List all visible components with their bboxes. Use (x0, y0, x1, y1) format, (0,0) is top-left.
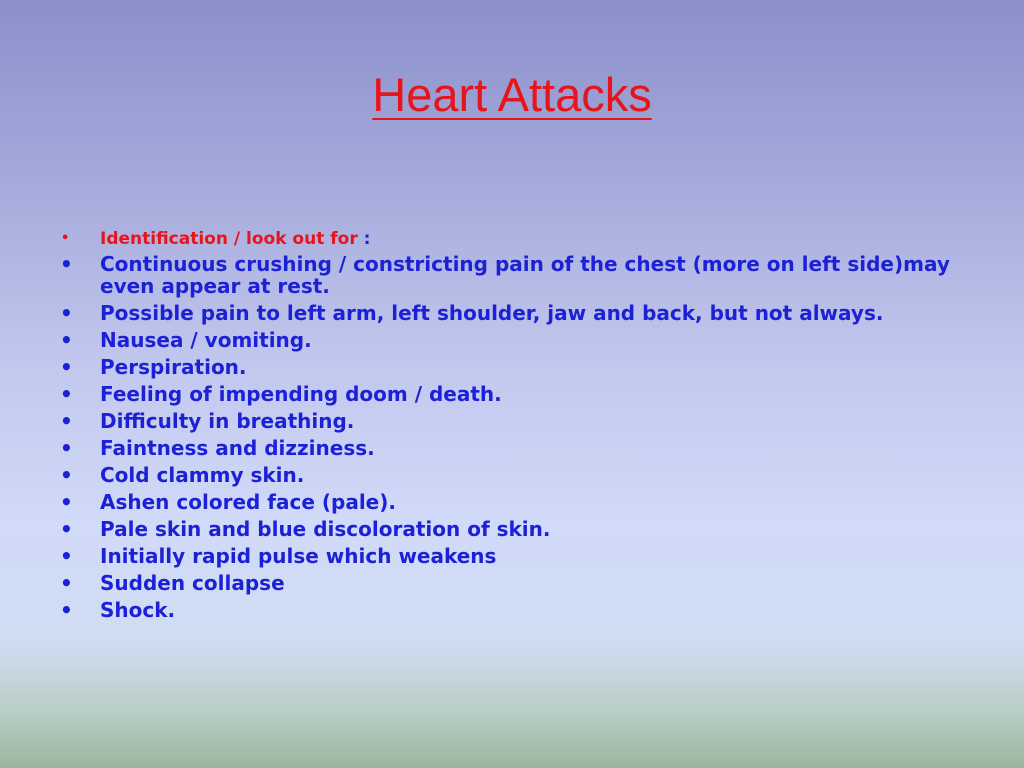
list-item (58, 410, 968, 432)
bullet-icon: • (60, 382, 73, 406)
list-item-text: Nausea / vomiting. (100, 328, 312, 352)
list-item (58, 518, 968, 540)
list-item (58, 599, 968, 621)
bullet-icon: • (60, 598, 73, 622)
list-item-text: Cold clammy skin. (100, 463, 305, 487)
list-item-text: Continuous crushing / constricting pain of the chest (more on left side)may even appear at rest. (100, 252, 950, 298)
bullet-icon: • (60, 463, 73, 487)
list-item-text: Shock. (100, 598, 176, 622)
list-item-intro (58, 228, 968, 250)
bullet-icon: • (60, 571, 73, 595)
list-item (58, 383, 968, 405)
bullet-icon: • (60, 252, 73, 276)
list-item-text: Pale skin and blue discoloration of skin. (100, 517, 551, 541)
list-item-text: Difficulty in breathing. (100, 409, 355, 433)
bullet-icon: • (60, 490, 73, 514)
list-item (58, 491, 968, 513)
list-item (58, 464, 968, 486)
bullet-list (58, 228, 968, 626)
bullet-icon: • (61, 231, 70, 246)
bullet-icon: • (60, 409, 73, 433)
intro-colon: : (357, 229, 371, 249)
list-item (58, 437, 968, 459)
list-item-text: Faintness and dizziness. (100, 436, 375, 460)
list-item-text: Sudden collapse (100, 571, 285, 595)
bullet-icon: • (60, 436, 73, 460)
list-item-text: Possible pain to left arm, left shoulder, jaw and back, but not always. (100, 301, 884, 325)
slide-title: Heart Attacks (372, 68, 652, 121)
list-item-text: Ashen colored face (pale). (100, 490, 396, 514)
list-item (58, 545, 968, 567)
list-item (58, 356, 968, 378)
list-item (58, 572, 968, 594)
list-item (58, 302, 968, 324)
bullet-icon: • (60, 301, 73, 325)
list-item-text: Initially rapid pulse which weakens (100, 544, 497, 568)
list-item-text: Feeling of impending doom / death. (100, 382, 502, 406)
bullet-icon: • (60, 355, 73, 379)
list-item-text: Perspiration. (100, 355, 247, 379)
intro-label: Identification / look out for (100, 229, 358, 249)
bullet-icon: • (60, 517, 73, 541)
list-item (58, 253, 968, 297)
bullet-icon: • (60, 544, 73, 568)
bullet-icon: • (60, 328, 73, 352)
list-item (58, 329, 968, 351)
